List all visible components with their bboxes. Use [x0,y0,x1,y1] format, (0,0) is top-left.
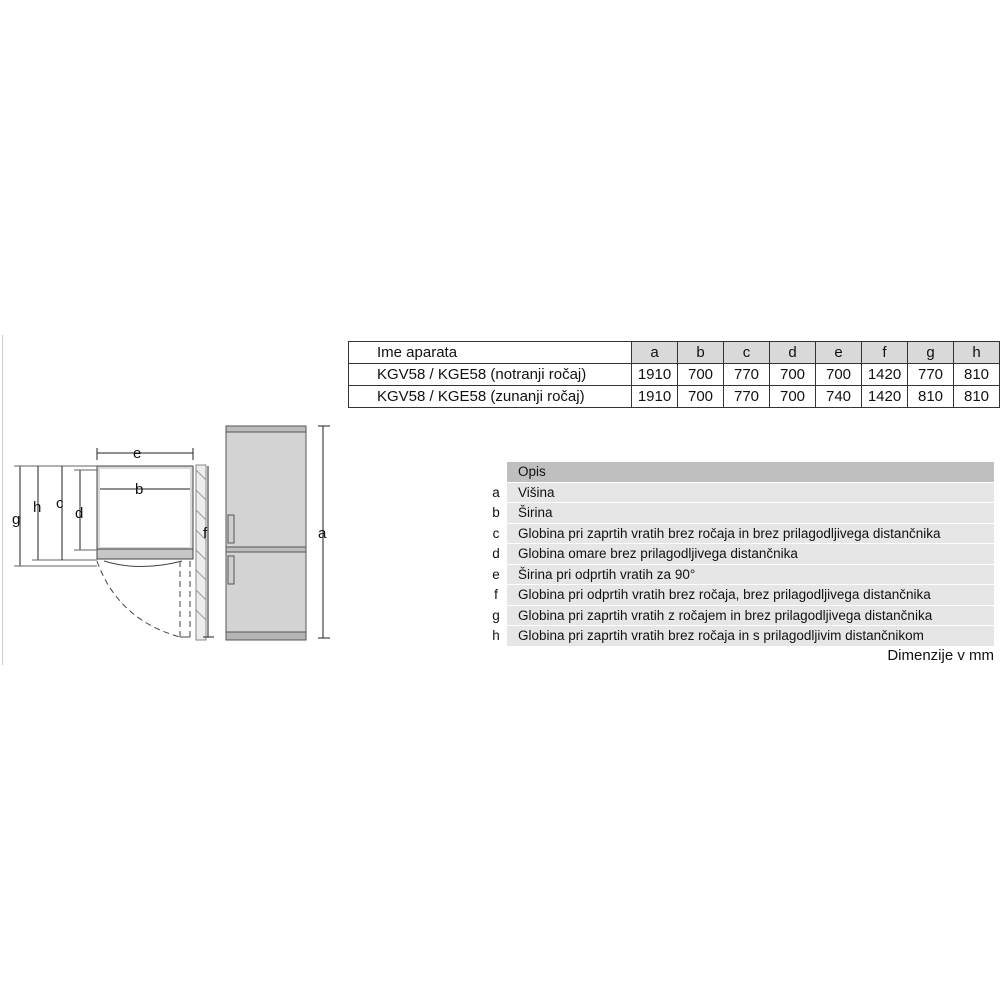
legend-description: Globina pri zaprtih vratih brez ročaja in s prilagodljivim distančnikom [507,626,994,647]
dimension-label-g: g [12,511,21,528]
column-header-e: e [816,342,862,364]
legend-description: Globina pri odprtih vratih brez ročaja, brez prilagodljivega distančnika [507,585,994,606]
legend-key: b [485,503,507,524]
legend-key: a [485,482,507,503]
dimension-g [14,466,97,566]
wall-hatch [196,465,206,640]
list-item [485,585,994,606]
table-cell-h: 810 [954,364,1000,386]
dimension-label-c: c [56,495,64,512]
table-cell-d: 700 [770,386,816,408]
appliance-dimension-diagram [0,400,345,660]
model-name-header: Ime aparata [349,342,632,364]
column-header-g: g [908,342,954,364]
table-cell-e: 740 [816,386,862,408]
dimensions-table [348,341,1000,408]
legend-key: g [485,605,507,626]
fridge-front-view [226,426,306,640]
legend-header-row [485,462,994,482]
list-item [485,544,994,565]
table-row [349,386,1000,408]
list-item [485,482,994,503]
list-item [485,523,994,544]
table-cell-h: 810 [954,386,1000,408]
list-item [485,605,994,626]
dimension-h [32,466,97,560]
column-header-b: b [678,342,724,364]
table-cell-g: 770 [908,364,954,386]
table-cell-c: 770 [724,364,770,386]
top-view-cabinet [97,466,193,567]
model-name-cell: KGV58 / KGE58 (zunanji ročaj) [349,386,632,408]
dimension-label-a: a [318,525,327,542]
table-cell-c: 770 [724,386,770,408]
model-name-cell: KGV58 / KGE58 (notranji ročaj) [349,364,632,386]
legend-key: d [485,544,507,565]
list-item [485,503,994,524]
dimension-label-f: f [203,525,208,542]
legend-description: Globina pri zaprtih vratih z ročajem in brez prilagodljivega distančnika [507,605,994,626]
table-cell-a: 1910 [632,364,678,386]
column-header-h: h [954,342,1000,364]
dimensions-table-header-row [349,342,1000,364]
table-cell-f: 1420 [862,364,908,386]
description-legend [485,462,994,647]
table-cell-b: 700 [678,364,724,386]
table-cell-b: 700 [678,386,724,408]
legend-key: c [485,523,507,544]
column-header-a: a [632,342,678,364]
legend-description: Širina [507,503,994,524]
table-cell-a: 1910 [632,386,678,408]
legend-title: Opis [507,462,994,482]
dimension-label-e: e [133,445,142,462]
column-header-d: d [770,342,816,364]
dimension-e [97,448,193,460]
column-header-c: c [724,342,770,364]
table-cell-d: 700 [770,364,816,386]
table-cell-g: 810 [908,386,954,408]
table-cell-e: 700 [816,364,862,386]
legend-key: e [485,564,507,585]
list-item [485,626,994,647]
table-row [349,364,1000,386]
door-swing-arc [97,561,190,637]
dimension-label-b: b [135,481,144,498]
legend-description: Širina pri odprtih vratih za 90° [507,564,994,585]
table-cell-f: 1420 [862,386,908,408]
legend-header-spacer [485,462,507,482]
legend-description: Globina omare brez prilagodljivega distančnika [507,544,994,565]
column-header-f: f [862,342,908,364]
legend-description: Višina [507,482,994,503]
dimension-label-d: d [75,505,84,522]
legend-key: h [485,626,507,647]
dimension-label-h: h [33,499,42,516]
legend-key: f [485,585,507,606]
units-note: Dimenzije v mm [887,647,994,664]
legend-description: Globina pri zaprtih vratih brez ročaja in brez prilagodljivega distančnika [507,523,994,544]
list-item [485,564,994,585]
